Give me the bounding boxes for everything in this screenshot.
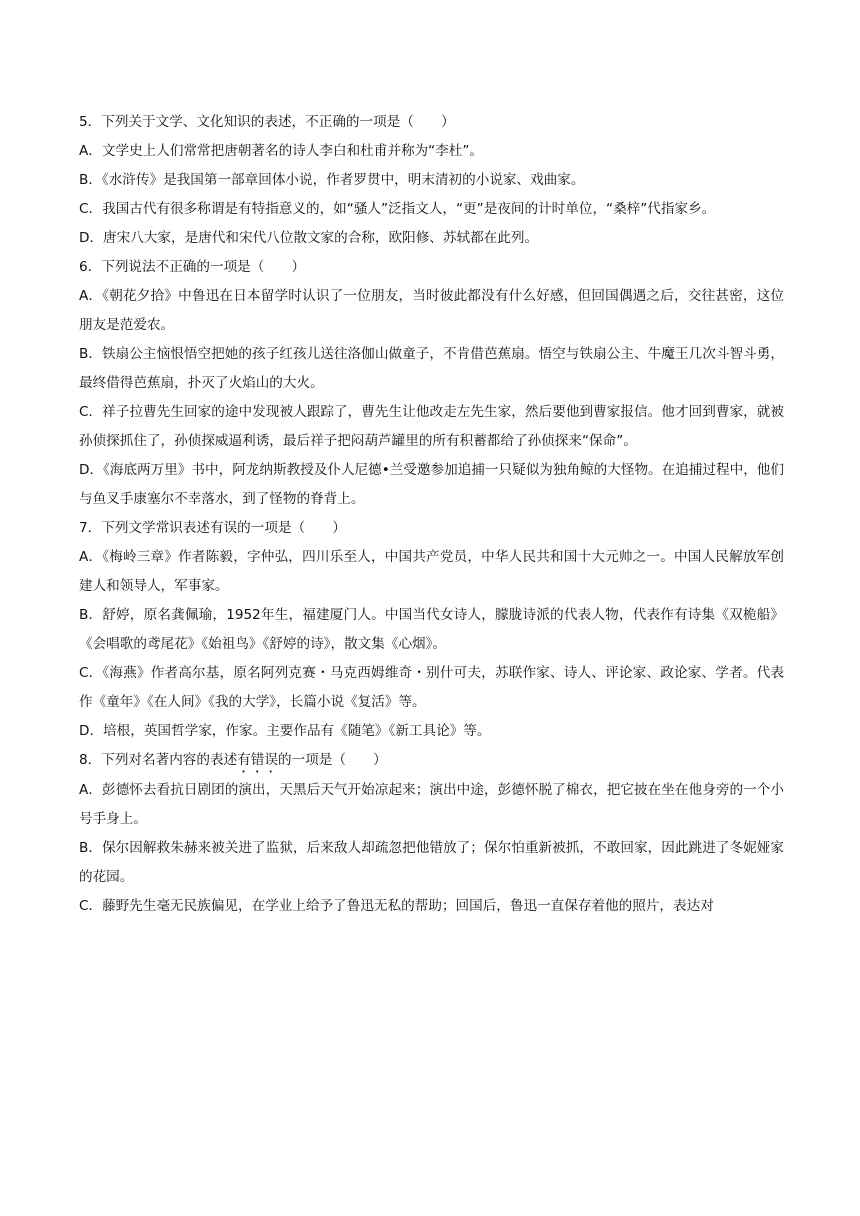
question-6-stem: 6．下列说法不正确的一项是（ ） bbox=[79, 259, 306, 275]
question-5-stem: 5．下列关于文学、文化知识的表述，不正确的一项是（ ） bbox=[79, 114, 455, 130]
question-6-option-d: D．《海底两万里》书中，阿龙纳斯教授及仆人尼德•兰受邀参加追捕一只疑似为独角鲸的大怪物。在追捕过程中，他们与鱼叉手康塞尔不幸落水，到了怪物的脊背上。 bbox=[79, 462, 784, 507]
question-8-option-a: A．彭德怀去看抗日剧团的演出，天黑后天气开始凉起来；演出中途，彭德怀脱了棉衣，把它披在坐在他身旁的一个小号手身上。 bbox=[79, 782, 784, 827]
question-6-option-b: B．铁扇公主恼恨悟空把她的孩子红孩儿送往洛伽山做童子，不肯借芭蕉扇。悟空与铁扇公主、牛魔王几次斗智斗勇，最终借得芭蕉扇，扑灭了火焰山的大火。 bbox=[79, 346, 784, 391]
question-8-stem bbox=[79, 746, 784, 776]
question-6-option-c: C．祥子拉曹先生回家的途中发现被人跟踪了，曹先生让他改走左先生家，然后要他到曹家报信。他才回到曹家，就被孙侦探抓住了，孙侦探威逼利诱，最后祥子把闷葫芦罐里的所有积蓄都给了孙侦探来“保命”。 bbox=[79, 404, 784, 449]
question-8-stem-part-3: 的一项是（ ） bbox=[277, 752, 387, 768]
question-8-option-c: C．藤野先生毫无民族偏见，在学业上给予了鲁迅无私的帮助；回国后，鲁迅一直保存着他的照片，表达对 bbox=[79, 898, 714, 914]
question-5-option-c: C．我国古代有很多称谓是有特指意义的，如“骚人”泛指文人，“更”是夜间的计时单位，“桑梓”代指家乡。 bbox=[79, 201, 716, 217]
document-page bbox=[79, 108, 784, 921]
question-7-stem: 7．下列文学常识表述有误的一项是（ ） bbox=[79, 520, 346, 536]
question-8-option-b: B．保尔因解救朱赫来被关进了监狱，后来敌人却疏忽把他错放了；保尔怕重新被抓，不敢回家，因此跳进了冬妮娅家的花园。 bbox=[79, 840, 784, 885]
question-7-option-d: D．培根，英国哲学家，作家。主要作品有《随笔》《新工具论》等。 bbox=[79, 723, 491, 739]
question-5-option-b: B．《水浒传》是我国第一部章回体小说，作者罗贯中，明末清初的小说家、戏曲家。 bbox=[79, 172, 585, 188]
question-7-option-c: C．《海燕》作者高尔基，原名阿列克赛・马克西姆维奇・别什可夫，苏联作家、诗人、评论家、政论家、学者。代表作《童年》《在人间》《我的大学》，长篇小说《复活》等。 bbox=[79, 665, 784, 710]
question-7-option-b: B．舒婷，原名龚佩瑜，1952年生，福建厦门人。中国当代女诗人，朦胧诗派的代表人物，代表作有诗集《双桅船》《会唱歌的鸢尾花》《始祖鸟》《舒婷的诗》，散文集《心烟》。 bbox=[79, 607, 784, 652]
question-5-option-d: D．唐宋八大家，是唐代和宋代八位散文家的合称，欧阳修、苏轼都在此列。 bbox=[79, 230, 539, 246]
question-8-stem-emphasis: 有错误 bbox=[237, 752, 278, 768]
question-5-option-a: A．文学史上人们常常把唐朝著名的诗人李白和杜甫并称为“李杜”。 bbox=[79, 143, 484, 159]
question-8-stem-part-1: 8．下列对名著内容的表述 bbox=[79, 752, 238, 768]
question-6-option-a: A．《朝花夕拾》中鲁迅在日本留学时认识了一位朋友，当时彼此都没有什么好感，但回国偶遇之后，交往甚密，这位朋友是范爱农。 bbox=[79, 288, 784, 333]
question-7-option-a: A．《梅岭三章》作者陈毅，字仲弘，四川乐至人，中国共产党员，中华人民共和国十大元帅之一。中国人民解放军创建人和领导人，军事家。 bbox=[79, 549, 784, 594]
